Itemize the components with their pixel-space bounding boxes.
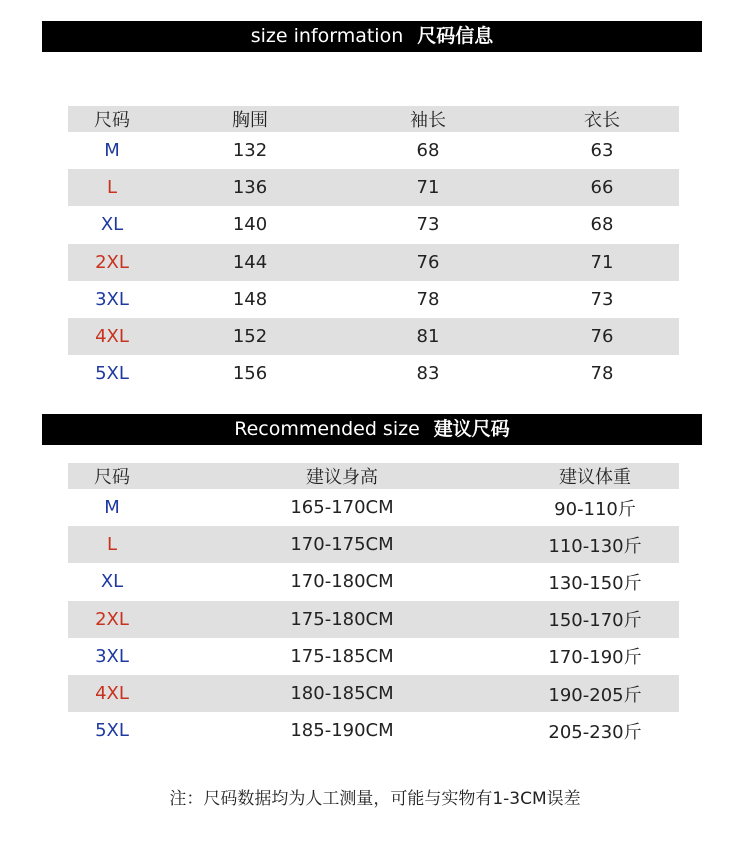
weight-value: 170-190斤 (548, 647, 642, 669)
table-header-row (68, 106, 679, 132)
table-row (68, 638, 679, 675)
size-label: L (106, 534, 118, 556)
sleeve-value: 73 (416, 214, 440, 236)
size-information-banner (42, 21, 702, 52)
size-label: 4XL (95, 683, 129, 705)
table-row (68, 601, 679, 638)
weight-value: 110-130斤 (548, 535, 642, 557)
banner-title-en: size information (250, 25, 404, 47)
table-row (68, 563, 679, 600)
sleeve-value: 76 (416, 251, 440, 273)
height-value: 180-185CM (290, 683, 394, 705)
height-value: 170-180CM (290, 571, 394, 593)
sleeve-value: 78 (416, 288, 440, 310)
recommended-size-banner (42, 414, 702, 445)
header-size: 尺码 (94, 467, 130, 488)
table-row (68, 489, 679, 526)
length-value: 66 (590, 177, 614, 199)
chest-value: 140 (232, 214, 268, 236)
banner-title-zh: 尺码信息 (417, 25, 494, 47)
chest-value: 144 (232, 251, 268, 273)
table-row (68, 712, 679, 749)
height-value: 175-185CM (290, 645, 394, 667)
size-label: XL (100, 214, 124, 236)
header-recommended-height: 建议身高 (306, 467, 378, 488)
size-label: M (104, 140, 120, 162)
weight-value: 90-110斤 (554, 498, 636, 520)
length-value: 78 (590, 363, 614, 385)
height-value: 175-180CM (290, 608, 394, 630)
size-label: 5XL (95, 720, 129, 742)
length-value: 73 (590, 288, 614, 310)
table-row (68, 318, 679, 355)
size-label: L (106, 177, 118, 199)
table-row (68, 206, 679, 243)
sleeve-value: 81 (416, 326, 440, 348)
size-information-table (68, 106, 679, 392)
table-row (68, 675, 679, 712)
chest-value: 156 (232, 363, 268, 385)
header-recommended-weight: 建议体重 (559, 467, 631, 488)
sleeve-value: 83 (416, 363, 440, 385)
length-value: 71 (590, 251, 614, 273)
table-row (68, 169, 679, 206)
chest-value: 152 (232, 326, 268, 348)
chest-value: 148 (232, 288, 268, 310)
banner-title-zh: 建议尺码 (433, 418, 510, 440)
size-label: 5XL (95, 363, 129, 385)
table-row (68, 526, 679, 563)
size-label: 2XL (95, 608, 129, 630)
weight-value: 130-150斤 (548, 572, 642, 594)
length-value: 76 (590, 326, 614, 348)
header-garment-length: 衣长 (584, 110, 620, 131)
table-row (68, 244, 679, 281)
size-label: 3XL (95, 288, 129, 310)
recommended-size-table (68, 463, 679, 749)
banner-title-en: Recommended size (234, 418, 420, 440)
table-row (68, 281, 679, 318)
length-value: 68 (590, 214, 614, 236)
height-value: 170-175CM (290, 534, 394, 556)
chest-value: 136 (232, 177, 268, 199)
sleeve-value: 71 (416, 177, 440, 199)
height-value: 185-190CM (290, 720, 394, 742)
size-label: XL (100, 571, 124, 593)
table-header-row (68, 463, 679, 489)
table-row (68, 132, 679, 169)
table-row (68, 355, 679, 392)
chest-value: 132 (232, 140, 268, 162)
height-value: 165-170CM (290, 497, 394, 519)
weight-value: 205-230斤 (548, 721, 642, 743)
size-label: 2XL (95, 251, 129, 273)
size-label: 4XL (95, 326, 129, 348)
measurement-note: 注：尺码数据均为人工测量，可能与实物有1-3CM误差 (169, 789, 581, 809)
weight-value: 190-205斤 (548, 684, 642, 706)
length-value: 63 (590, 140, 614, 162)
size-label: M (104, 497, 120, 519)
weight-value: 150-170斤 (548, 610, 642, 632)
header-chest: 胸围 (232, 110, 268, 131)
header-sleeve-length: 袖长 (410, 110, 446, 131)
size-label: 3XL (95, 645, 129, 667)
header-size: 尺码 (94, 110, 130, 131)
sleeve-value: 68 (416, 140, 440, 162)
